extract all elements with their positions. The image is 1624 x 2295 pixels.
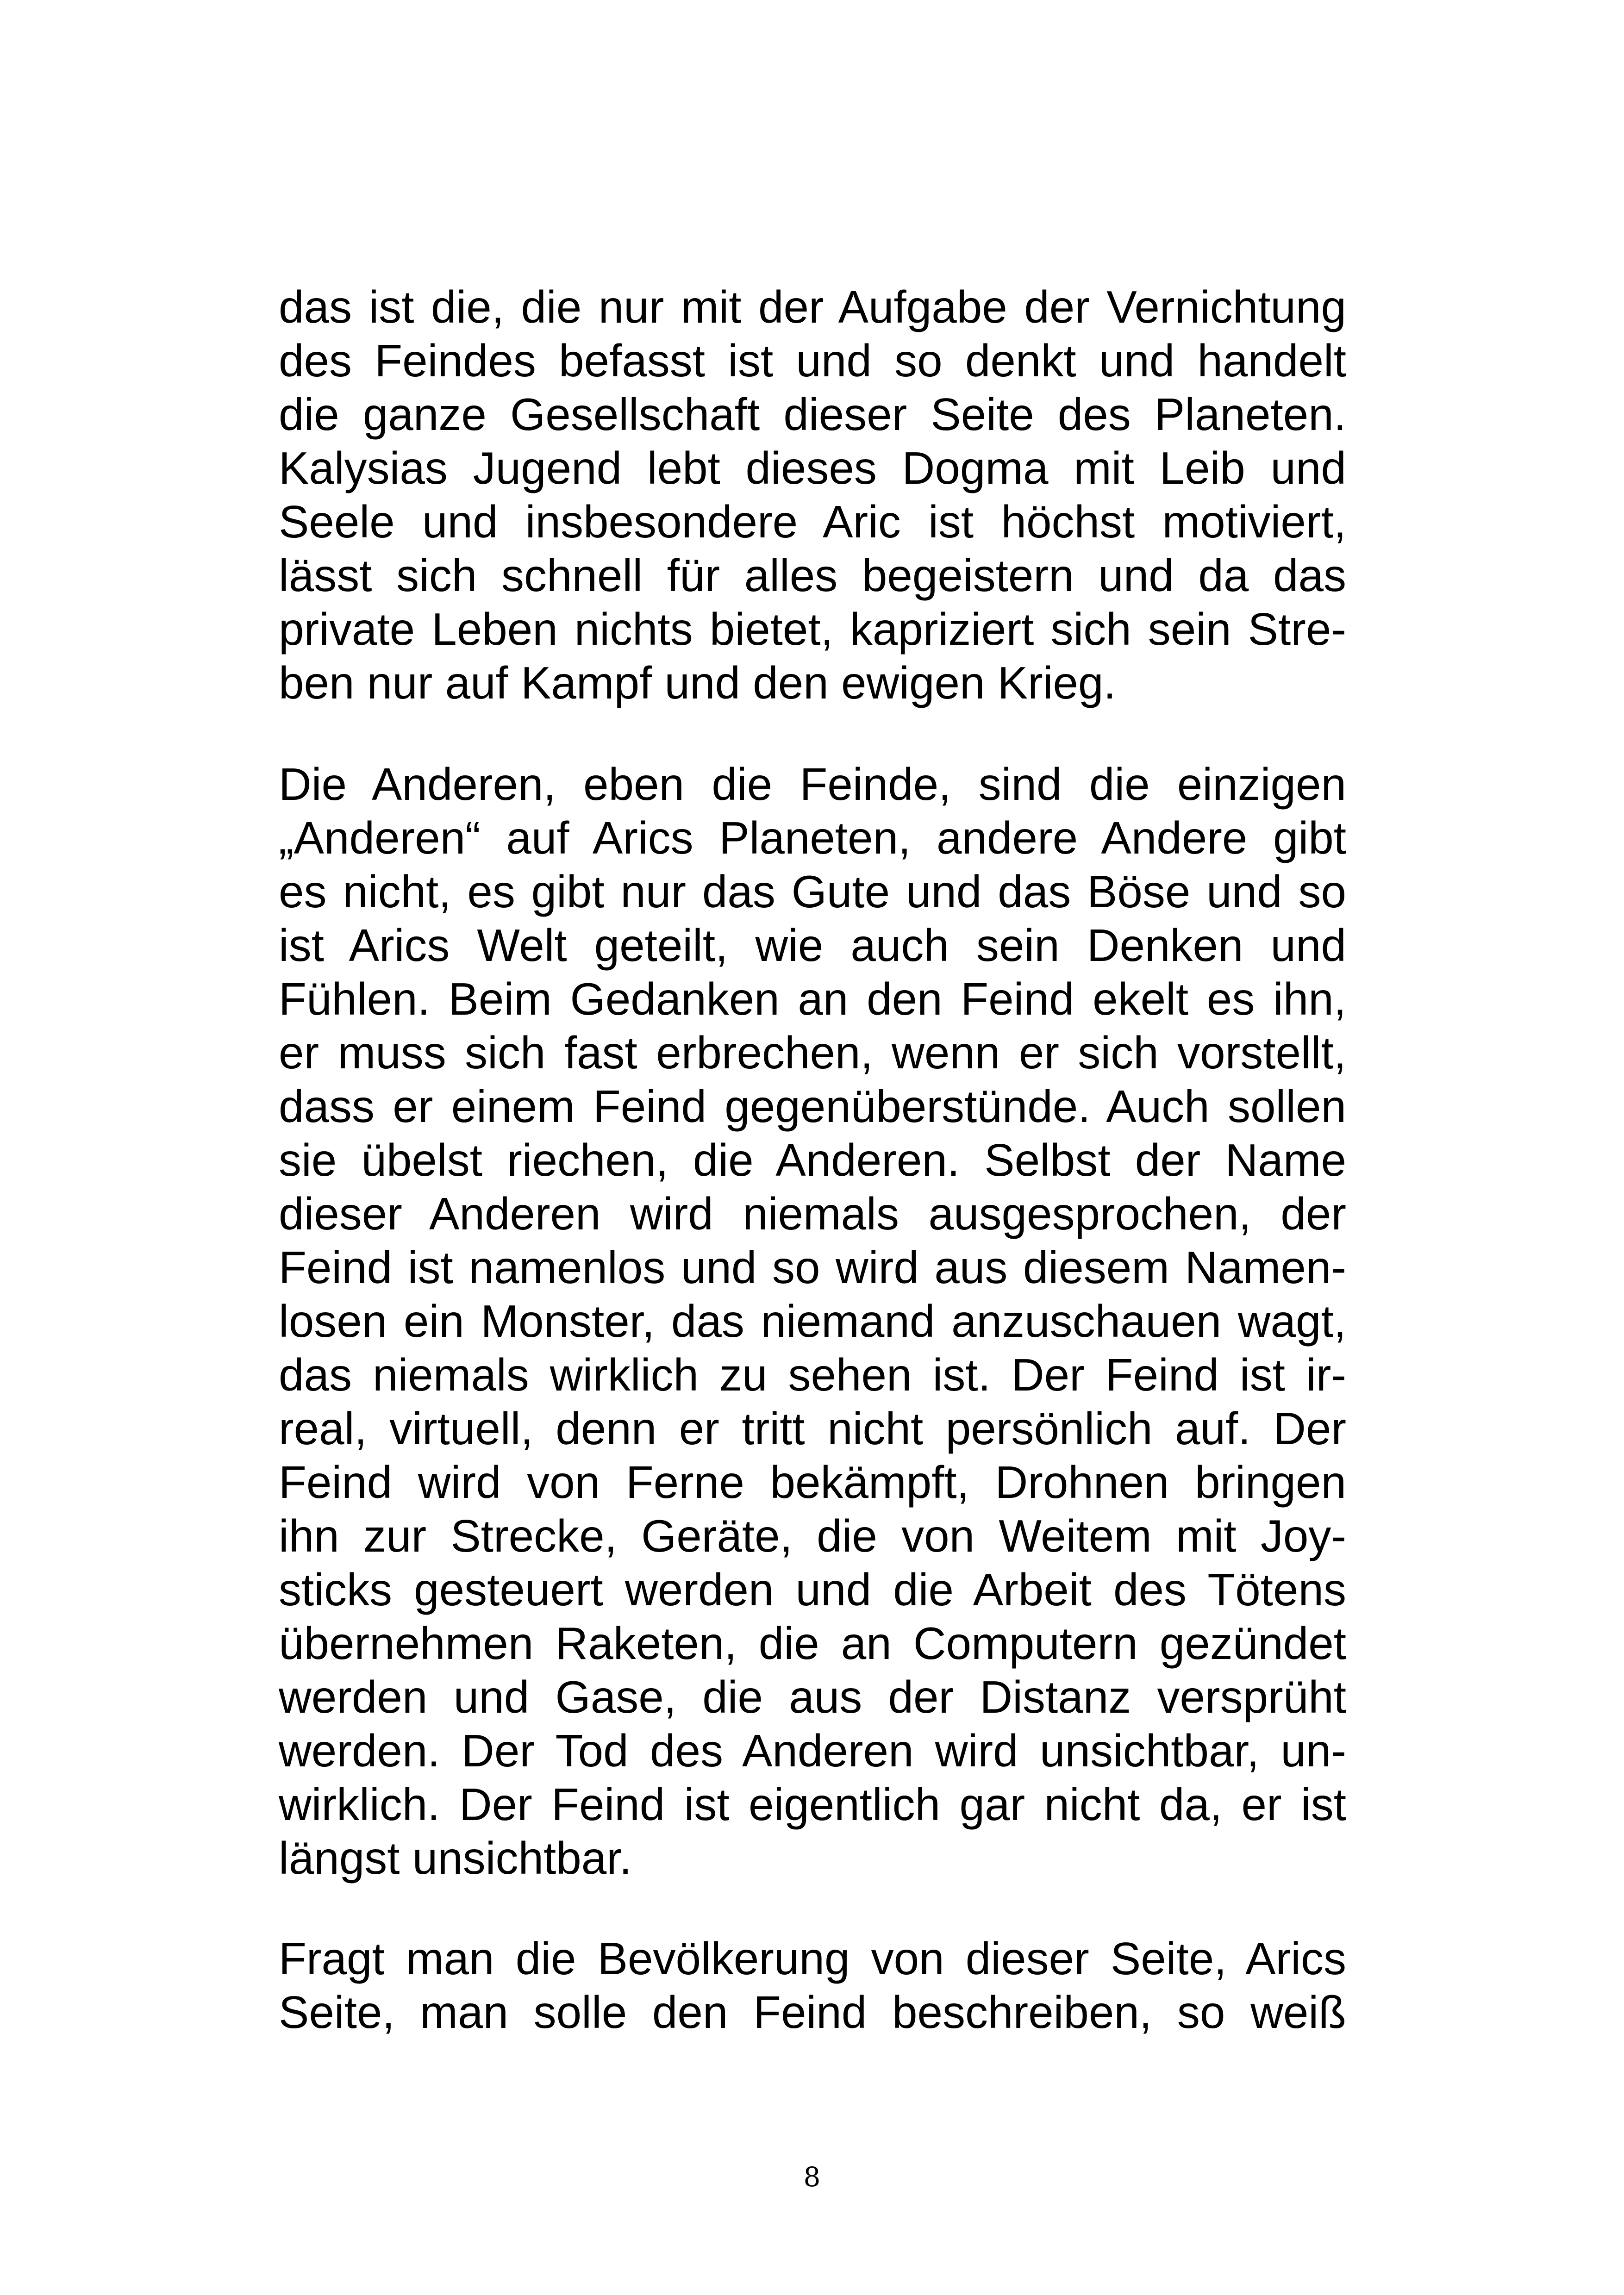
- paragraph-2: [279, 757, 1346, 1885]
- text-line: es nicht, es gibt nur das Gute und das Böse und so: [279, 866, 1346, 917]
- text-line: dass er einem Feind gegenüberstünde. Auch sollen: [279, 1081, 1346, 1132]
- text-line: des Feindes befasst ist und so denkt und handelt: [279, 335, 1346, 386]
- text-line: real, virtuell, denn er tritt nicht persönlich auf. Der: [279, 1403, 1346, 1454]
- text-line: wirklich. Der Feind ist eigentlich gar nicht da, er ist: [279, 1779, 1346, 1830]
- text-line: ben nur auf Kampf und den ewigen Krieg.: [279, 657, 1116, 708]
- text-line: Fragt man die Bevölkerung von dieser Seite, Arics: [279, 1933, 1346, 1984]
- text-line: ist Arics Welt geteilt, wie auch sein Denken und: [279, 920, 1346, 971]
- text-line: das ist die, die nur mit der Aufgabe der Vernichtung: [279, 281, 1346, 332]
- text-line: längst unsichtbar.: [279, 1833, 632, 1883]
- text-line: werden. Der Tod des Anderen wird unsichtbar, un-: [279, 1725, 1346, 1776]
- text-line: die ganze Gesellschaft dieser Seite des Planeten.: [279, 389, 1346, 440]
- text-line: Fühlen. Beim Gedanken an den Feind ekelt es ihn,: [279, 973, 1346, 1024]
- text-line: Feind wird von Ferne bekämpft, Drohnen bringen: [279, 1457, 1346, 1508]
- text-line: lässt sich schnell für alles begeistern und da das: [279, 550, 1346, 601]
- text-line: private Leben nichts bietet, kapriziert sich sein Stre-: [279, 604, 1346, 655]
- text-line: „Anderen“ auf Arics Planeten, andere Andere gibt: [279, 812, 1346, 863]
- text-line: das niemals wirklich zu sehen ist. Der Feind ist ir-: [279, 1349, 1346, 1400]
- text-line: ihn zur Strecke, Geräte, die von Weitem mit Joy-: [279, 1510, 1346, 1561]
- text-line: übernehmen Raketen, die an Computern gezündet: [279, 1618, 1346, 1669]
- text-line: dieser Anderen wird niemals ausgesprochen, der: [279, 1188, 1346, 1239]
- text-line: er muss sich fast erbrechen, wenn er sich vorstellt,: [279, 1027, 1346, 1078]
- text-line: sticks gesteuert werden und die Arbeit des Tötens: [279, 1564, 1346, 1615]
- page-number: 8: [803, 2161, 821, 2193]
- text-line: Die Anderen, eben die Feinde, sind die einzigen: [279, 759, 1346, 810]
- paragraph-1: [279, 280, 1346, 710]
- text-line: losen ein Monster, das niemand anzuschauen wagt,: [279, 1296, 1346, 1347]
- text-line: werden und Gase, die aus der Distanz versprüht: [279, 1671, 1346, 1722]
- text-line: Seite, man solle den Feind beschreiben, so weiß: [279, 1987, 1346, 2038]
- text-line: Seele und insbesondere Aric ist höchst motiviert,: [279, 496, 1346, 547]
- paragraph-3: [279, 1932, 1346, 2039]
- text-line: Kalysias Jugend lebt dieses Dogma mit Leib und: [279, 443, 1346, 493]
- text-line: Feind ist namenlos und so wird aus diesem Namen-: [279, 1242, 1346, 1293]
- text-line: sie übelst riechen, die Anderen. Selbst der Name: [279, 1135, 1346, 1185]
